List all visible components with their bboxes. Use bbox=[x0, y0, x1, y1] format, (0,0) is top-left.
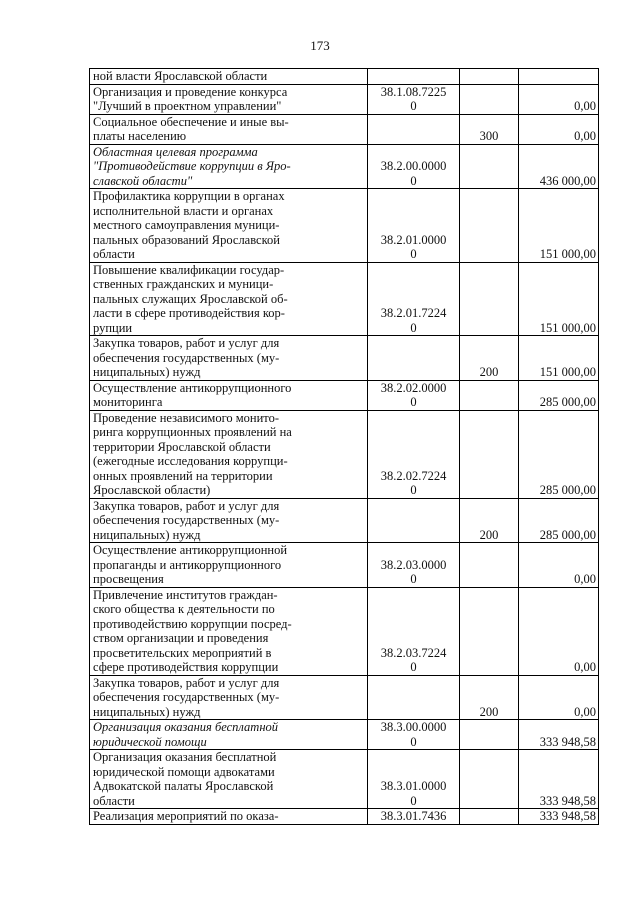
row-code-cell bbox=[368, 675, 460, 720]
row-code-cell: 38.2.02.7224 0 bbox=[368, 410, 460, 498]
row-code-cell: 38.2.02.0000 0 bbox=[368, 380, 460, 410]
row-type-cell bbox=[460, 69, 519, 85]
row-type-cell: 300 bbox=[460, 114, 519, 144]
row-amount-cell: 0,00 bbox=[519, 587, 599, 675]
row-amount-cell: 151 000,00 bbox=[519, 189, 599, 263]
table-row bbox=[90, 262, 599, 336]
row-name-cell: Организация и проведение конкурса "Лучший в проектном управлении" bbox=[90, 84, 368, 114]
row-amount-cell: 333 948,58 bbox=[519, 720, 599, 750]
row-code-cell: 38.2.03.0000 0 bbox=[368, 543, 460, 588]
table-row bbox=[90, 84, 599, 114]
table-row bbox=[90, 587, 599, 675]
row-name-cell: Областная целевая программа "Противодействие коррупции в Яро- славской области" bbox=[90, 144, 368, 189]
row-amount-cell bbox=[519, 69, 599, 85]
row-type-cell: 200 bbox=[460, 675, 519, 720]
row-name-cell: Осуществление антикоррупционной пропаганды и антикоррупционного просвещения bbox=[90, 543, 368, 588]
row-type-cell bbox=[460, 380, 519, 410]
row-type-cell bbox=[460, 543, 519, 588]
table-row bbox=[90, 809, 599, 825]
row-name-cell: Повышение квалификации государ- ственных гражданских и муници- пальных служащих Ярославской об- ласти в сфере противодействия кор- рупции bbox=[90, 262, 368, 336]
row-amount-cell: 0,00 bbox=[519, 84, 599, 114]
row-amount-cell: 151 000,00 bbox=[519, 336, 599, 381]
row-name-cell: Закупка товаров, работ и услуг для обеспечения государственных (му- ниципальных) нужд bbox=[90, 675, 368, 720]
row-name-cell: Организация оказания бесплатной юридической помощи адвокатами Адвокатской палаты Ярославской области bbox=[90, 750, 368, 809]
row-name-cell: Привлечение институтов граждан- ского общества к деятельности по противодействию коррупции посред- ством организации и проведения просветительских мероприятий в сфере противодействия коррупции bbox=[90, 587, 368, 675]
row-code-cell bbox=[368, 69, 460, 85]
row-type-cell bbox=[460, 410, 519, 498]
row-amount-cell: 0,00 bbox=[519, 114, 599, 144]
row-amount-cell: 333 948,58 bbox=[519, 809, 599, 825]
table-row bbox=[90, 498, 599, 543]
table-row bbox=[90, 69, 599, 85]
row-code-cell: 38.2.00.0000 0 bbox=[368, 144, 460, 189]
row-name-cell: Социальное обеспечение и иные вы- платы населению bbox=[90, 114, 368, 144]
row-name-cell: Профилактика коррупции в органах исполнительной власти и органах местного самоуправления муници- пальных образований Ярославской области bbox=[90, 189, 368, 263]
row-type-cell bbox=[460, 809, 519, 825]
row-code-cell: 38.2.01.7224 0 bbox=[368, 262, 460, 336]
row-code-cell: 38.2.03.7224 0 bbox=[368, 587, 460, 675]
budget-table bbox=[89, 68, 599, 825]
row-code-cell: 38.3.00.0000 0 bbox=[368, 720, 460, 750]
table-row bbox=[90, 750, 599, 809]
row-code-cell: 38.3.01.7436 bbox=[368, 809, 460, 825]
table-row bbox=[90, 144, 599, 189]
row-amount-cell: 285 000,00 bbox=[519, 498, 599, 543]
row-type-cell: 200 bbox=[460, 336, 519, 381]
row-code-cell bbox=[368, 336, 460, 381]
table-row bbox=[90, 410, 599, 498]
row-type-cell bbox=[460, 587, 519, 675]
row-name-cell: Реализация мероприятий по оказа- bbox=[90, 809, 368, 825]
row-amount-cell: 333 948,58 bbox=[519, 750, 599, 809]
row-name-cell: Проведение независимого монито- ринга коррупционных проявлений на территории Ярославской области (ежегодные исследования коррупци- онных проявлений на территории Ярославской области) bbox=[90, 410, 368, 498]
row-type-cell bbox=[460, 189, 519, 263]
row-name-cell: Осуществление антикоррупционного мониторинга bbox=[90, 380, 368, 410]
row-amount-cell: 151 000,00 bbox=[519, 262, 599, 336]
row-code-cell bbox=[368, 498, 460, 543]
row-type-cell bbox=[460, 84, 519, 114]
row-type-cell bbox=[460, 750, 519, 809]
budget-table-body bbox=[90, 69, 599, 825]
page-number: 173 bbox=[310, 38, 330, 53]
row-amount-cell: 0,00 bbox=[519, 675, 599, 720]
row-amount-cell: 436 000,00 bbox=[519, 144, 599, 189]
row-code-cell: 38.2.01.0000 0 bbox=[368, 189, 460, 263]
row-name-cell: Закупка товаров, работ и услуг для обеспечения государственных (му- ниципальных) нужд bbox=[90, 336, 368, 381]
row-type-cell bbox=[460, 144, 519, 189]
row-code-cell bbox=[368, 114, 460, 144]
row-name-cell: Организация оказания бесплатной юридической помощи bbox=[90, 720, 368, 750]
table-row bbox=[90, 114, 599, 144]
row-amount-cell: 285 000,00 bbox=[519, 380, 599, 410]
row-amount-cell: 0,00 bbox=[519, 543, 599, 588]
table-row bbox=[90, 720, 599, 750]
row-type-cell: 200 bbox=[460, 498, 519, 543]
table-row bbox=[90, 380, 599, 410]
row-name-cell: ной власти Ярославской области bbox=[90, 69, 368, 85]
table-row bbox=[90, 675, 599, 720]
row-type-cell bbox=[460, 262, 519, 336]
row-type-cell bbox=[460, 720, 519, 750]
row-code-cell: 38.3.01.0000 0 bbox=[368, 750, 460, 809]
table-row bbox=[90, 189, 599, 263]
row-name-cell: Закупка товаров, работ и услуг для обеспечения государственных (му- ниципальных) нужд bbox=[90, 498, 368, 543]
table-row bbox=[90, 336, 599, 381]
row-code-cell: 38.1.08.7225 0 bbox=[368, 84, 460, 114]
table-row bbox=[90, 543, 599, 588]
row-amount-cell: 285 000,00 bbox=[519, 410, 599, 498]
